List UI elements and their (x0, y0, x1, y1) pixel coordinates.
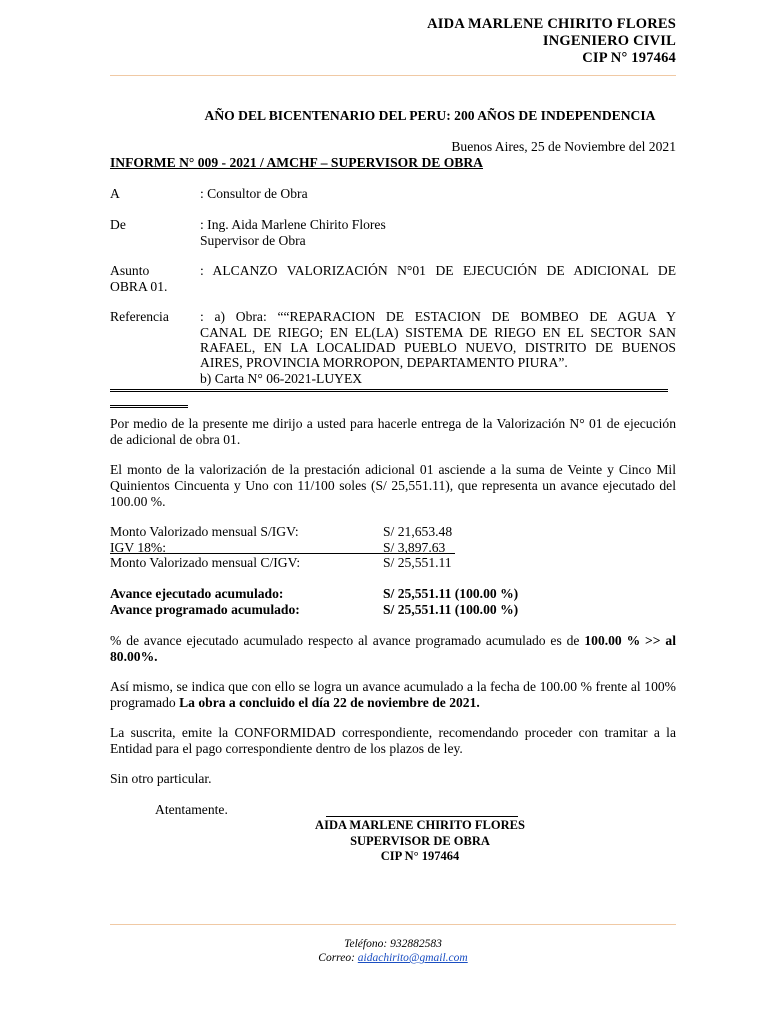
footer (110, 937, 676, 965)
percentage-bold: 100.00 % >> al 80.00%. (110, 633, 676, 664)
amount-value: S/ 25,551.11 (383, 555, 452, 570)
reference-b: b) Carta N° 06-2021-LUYEX (200, 371, 363, 386)
footer-email-line (110, 951, 676, 965)
separator-line (110, 389, 668, 392)
amount-value: S/ 21,653.48 (383, 524, 453, 539)
paragraph-intro: Por medio de la presente me dirijo a usted para hacerle entrega de la Valorización N° 01 de ejecución de adicional de obra 01. (110, 416, 676, 447)
reference-a-line-4: AIRES, PROVINCIA MORROPON, DEPARTAMENTO PIURA”. (200, 355, 568, 370)
from-value: : Ing. Aida Marlene Chirito Flores (200, 217, 386, 232)
from-role: Supervisor de Obra (200, 233, 306, 248)
letterhead-profession: INGENIERO CIVIL (542, 33, 676, 49)
report-title: INFORME N° 009 - 2021 / AMCHF – SUPERVISOR DE OBRA (110, 155, 484, 170)
amount-value: S/ 3,897.63 (383, 540, 446, 555)
amount-label: IGV 18%: (110, 540, 167, 555)
letterhead-name: AIDA MARLENE CHIRITO FLORES (427, 16, 676, 32)
subject-continuation: OBRA 01. (110, 279, 168, 294)
progress-value: S/ 25,551.11 (100.00 %) (383, 602, 519, 617)
completion-bold: La obra a concluido el día 22 de noviembre de 2021. (179, 695, 480, 710)
to-label: A (110, 186, 120, 201)
paragraph-completion (110, 679, 676, 711)
signature-line (326, 816, 518, 817)
subject-value: : ALCANZO VALORIZACIÓN N°01 DE EJECUCIÓN DE ADICIONAL DE (200, 263, 676, 278)
header-divider (110, 75, 676, 76)
percentage-text: % de avance ejecutado acumulado respecto al avance programado acumulado es de (110, 633, 585, 648)
letterhead-cip: CIP N° 197464 (582, 50, 676, 66)
letterhead (427, 16, 676, 67)
signature-block (110, 818, 730, 865)
footer-email-link[interactable]: aidachirito@gmail.com (357, 952, 468, 964)
regards-text: Atentamente. (155, 802, 228, 817)
signature-role: SUPERVISOR DE OBRA (350, 833, 490, 848)
amount-label: Monto Valorizado mensual S/IGV: (110, 524, 299, 539)
reference-a-line-3: RAFAEL, EN LA LOCALIDAD PUEBLO NUEVO, DISTRITO DE BUENOS (200, 340, 676, 355)
place-date: Buenos Aires, 25 de Noviembre del 2021 (451, 139, 676, 154)
to-value: : Consultor de Obra (200, 186, 308, 201)
footer-divider (110, 924, 676, 925)
progress-label: Avance ejecutado acumulado: (110, 586, 284, 601)
reference-a-line-1: : a) Obra: ““REPARACION DE ESTACION DE BOMBEO DE AGUA Y (200, 309, 676, 324)
year-title: AÑO DEL BICENTENARIO DEL PERU: 200 AÑOS DE INDEPENDENCIA (204, 108, 656, 123)
completion-text: Así mismo, se indica que con ello se logra un avance acumulado a la fecha de 100.00 % frente al 100% programado (110, 679, 676, 710)
paragraph-amount: El monto de la valorización de la prestación adicional 01 asciende a la suma de Veinte y Cinco Mil Quinientos Cincuenta y Uno con 11/100 soles (S/ 25,551.11), que representa un avance ejecutado del 100.00 %. (110, 462, 676, 509)
footer-email-label: Correo: (318, 952, 358, 964)
reference-a-line-2: CANAL DE RIEGO; EN EL(LA) SISTEMA DE RIEGO EN EL SECTOR SAN (200, 325, 676, 340)
paragraph-conformity: La suscrita, emite la CONFORMIDAD correspondiente, recomendando proceder con tramitar a la Entidad para el pago correspondiente dentro de los plazos de ley. (110, 725, 676, 756)
reference-label: Referencia (110, 309, 169, 324)
signature-cip: CIP N° 197464 (380, 849, 460, 863)
signature-name: AIDA MARLENE CHIRITO FLORES (315, 818, 525, 832)
amount-label: Monto Valorizado mensual C/IGV: (110, 555, 301, 570)
footer-phone: Teléfono: 932882583 (344, 938, 442, 950)
separator-line-tail (110, 405, 188, 408)
paragraph-percentage (110, 633, 676, 665)
subject-label: Asunto (110, 263, 150, 278)
closing-text: Sin otro particular. (110, 771, 212, 786)
progress-value: S/ 25,551.11 (100.00 %) (383, 586, 519, 601)
from-label: De (110, 217, 126, 232)
progress-label: Avance programado acumulado: (110, 602, 300, 617)
